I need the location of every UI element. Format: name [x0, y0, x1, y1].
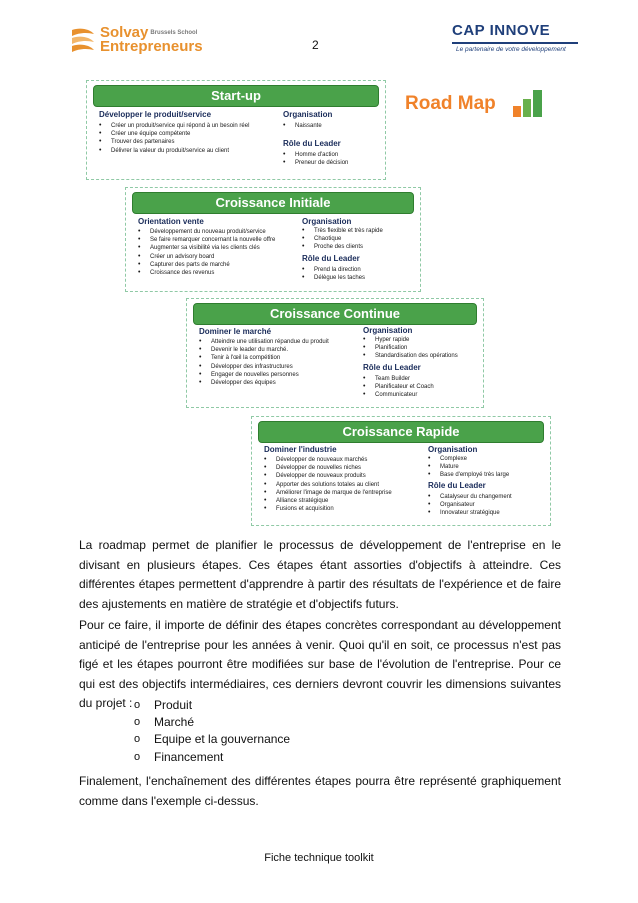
list-item: • Prend la direction [302, 266, 365, 274]
stage-leader-title: Rôle du Leader [363, 363, 421, 372]
list-item: • Tenir à l'œil la compétition [199, 354, 329, 362]
solvay-logo [70, 24, 210, 56]
list-item: • Proche des clients [302, 243, 383, 251]
paragraph-intro: La roadmap permet de planifier le processus de développement de l'entreprise en le divisant en plusieurs étapes. Ces étapes étant assorties d'objectifs à atteindre. Ces différentes étapes permettent d'apprendre à partir des résultats de l'expérience et de faire des ajustements en matière de stratégie et d'objectifs futurs. [79, 538, 561, 611]
stage-left-title: Dominer l'industrie [264, 445, 337, 454]
list-item: o Marché [134, 714, 290, 731]
list-item: o Produit [134, 697, 290, 714]
page-number: 2 [312, 38, 319, 52]
stage-croissance-initiale [125, 187, 421, 292]
list-item: • Développer de nouveaux marchés [264, 456, 392, 464]
list-item: • Développer des équipes [199, 379, 329, 387]
list-item: • Mature [428, 463, 509, 471]
list-item: • Atteindre une utilisation répandue du produit [199, 338, 329, 346]
list-item: • Développer de nouveaux produits [264, 472, 392, 480]
list-item: • Améliorer l'image de marque de l'entreprise [264, 489, 392, 497]
cap-innove-tagline: Le partenaire de votre développement [456, 46, 566, 53]
list-item: • Croissance des revenus [138, 269, 275, 277]
stage-title: Start-up [93, 85, 379, 107]
stage-leader-title: Rôle du Leader [428, 481, 486, 490]
list-item: • Créer un produit/service qui répond à un besoin réel [99, 122, 249, 130]
list-item: • Créer une équipe compétente [99, 130, 249, 138]
list-item: • Chaotique [302, 235, 383, 243]
list-item: • Apporter des solutions totales au client [264, 481, 392, 489]
list-item: • Fusions et acquisition [264, 505, 392, 513]
list-item: • Hyper rapide [363, 336, 458, 344]
list-item: • Planification [363, 344, 458, 352]
list-item: o Financement [134, 749, 290, 766]
list-item: • Complexe [428, 455, 509, 463]
list-item: • Naissante [283, 122, 322, 130]
stage-start-up [86, 80, 386, 180]
list-item: • Délègue les taches [302, 274, 365, 282]
stage-org-list [283, 122, 322, 130]
list-item: • Capturer des parts de marché [138, 261, 275, 269]
solvay-entrepreneurs: Entrepreneurs [100, 38, 203, 55]
list-item: • Communicateur [363, 391, 434, 399]
list-item: • Catalyseur du changement [428, 493, 512, 501]
stage-left-list [99, 122, 249, 155]
list-item: • Homme d'action [283, 151, 348, 159]
list-item: • Team Builder [363, 375, 434, 383]
stage-title: Croissance Continue [193, 303, 477, 325]
list-item: • Standardisation des opérations [363, 352, 458, 360]
stage-leader-title: Rôle du Leader [283, 139, 341, 148]
list-item: • Augmenter sa visibilité via les clients clés [138, 244, 275, 252]
list-item: • Innovateur stratégique [428, 509, 512, 517]
list-item: • Alliance stratégique [264, 497, 392, 505]
stage-left-list [199, 338, 329, 387]
list-item: • Engager de nouvelles personnes [199, 371, 329, 379]
list-item: • Preneur de décision [283, 159, 348, 167]
stage-leader-title: Rôle du Leader [302, 254, 360, 263]
list-item: • Trouver des partenaires [99, 138, 249, 146]
list-item: • Planificateur et Coach [363, 383, 434, 391]
paragraph-steps: Pour ce faire, il importe de définir des étapes concrètes correspondant au développement anticipé de l'entreprise pour les années à venir. Quoi qu'il en soit, ce processus n'est pas figé et les étapes pourront être modifiées sur base de l'évolution de l'entreprise. Pour ce qui est des objectifs intermédiaires, ces derniers devront couvrir les dimensions suivantes du projet : [79, 618, 561, 711]
stage-title: Croissance Initiale [132, 192, 414, 214]
cap-innove-rule [452, 42, 578, 44]
list-item: • Délivrer la valeur du produit/service au client [99, 147, 249, 155]
solvay-name: Solvay $^{Brussels School}$ [100, 24, 198, 41]
stage-croissance-continue [186, 298, 484, 408]
cap-innove-logo [452, 22, 580, 62]
list-item: • Devenir le leader du marché. [199, 346, 329, 354]
stage-leader-list [302, 266, 365, 282]
stage-org-title: Organisation [363, 326, 413, 335]
stage-org-list [428, 455, 509, 480]
stage-org-list [363, 336, 458, 361]
cap-innove-title: CAP INNOVE [452, 22, 551, 39]
list-item: • Développer des infrastructures [199, 363, 329, 371]
dimensions-list [134, 697, 290, 766]
solvay-logo-icon [70, 26, 96, 52]
stage-left-title: Orientation vente [138, 217, 204, 226]
stage-org-title: Organisation [428, 445, 478, 454]
paragraph-conclusion: Finalement, l'enchaînement des différentes étapes pourra être représenté graphiquement comme dans l'exemple ci-dessus. [79, 774, 561, 808]
list-item: • Très flexible et très rapide [302, 227, 383, 235]
stage-croissance-rapide [251, 416, 551, 526]
list-item: • Se faire remarquer concernant la nouvelle offre [138, 236, 275, 244]
list-item: o Equipe et la gouvernance [134, 731, 290, 748]
stage-org-list [302, 227, 383, 252]
list-item: • Développement du nouveau produit/service [138, 228, 275, 236]
stage-leader-list [363, 375, 434, 400]
list-item: • Base d'employé très large [428, 471, 509, 479]
stage-leader-list [283, 151, 348, 167]
list-item: • Organisateur [428, 501, 512, 509]
list-item: • Développer de nouvelles niches [264, 464, 392, 472]
stage-title: Croissance Rapide [258, 421, 544, 443]
stage-leader-list [428, 493, 512, 518]
stage-left-title: Dominer le marché [199, 327, 272, 336]
page-footer: Fiche technique toolkit [264, 852, 374, 864]
roadmap-steps-icon [512, 86, 544, 118]
roadmap-title: Road Map [405, 93, 496, 114]
list-item: • Créer un advisory board [138, 253, 275, 261]
stage-org-title: Organisation [283, 110, 333, 119]
stage-left-list [264, 456, 392, 513]
stage-left-list [138, 228, 275, 277]
stage-left-title: Développer le produit/service [99, 110, 212, 119]
stage-org-title: Organisation [302, 217, 352, 226]
